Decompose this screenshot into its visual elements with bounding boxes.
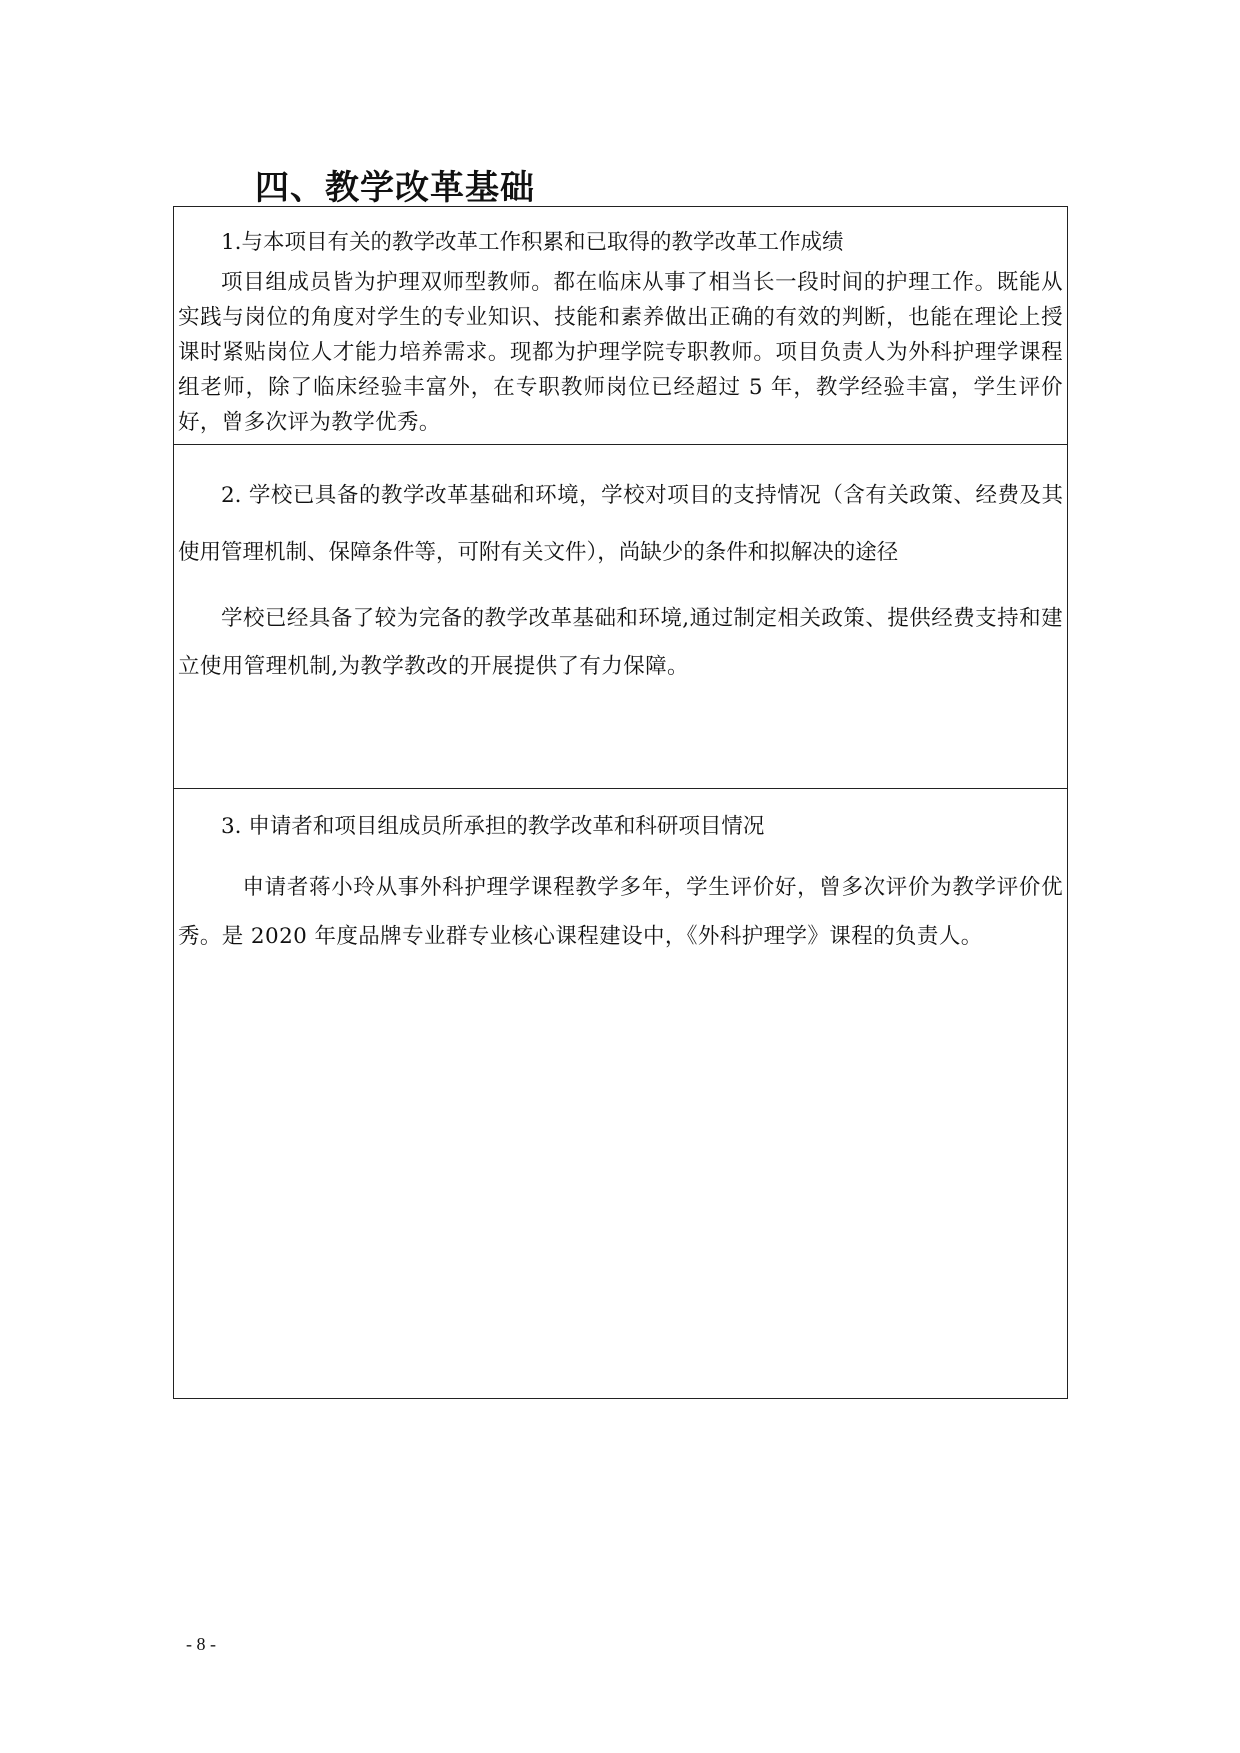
table-cell-item-2 <box>174 445 1067 789</box>
item-2-body: 学校已经具备了较为完备的教学改革基础和环境,通过制定相关政策、提供经费支持和建立使用管理机制,为教学教改的开展提供了有力保障。 <box>178 606 1063 679</box>
section-title: 四、教学改革基础 <box>255 168 535 208</box>
table-cell-item-3 <box>174 789 1067 1398</box>
page-number: - 8 - <box>186 1634 216 1654</box>
item-1-heading: 1.与本项目有关的教学改革工作积累和已取得的教学改革工作成绩 <box>221 230 844 255</box>
item-3-heading: 3. 申请者和项目组成员所承担的教学改革和科研项目情况 <box>221 814 765 839</box>
item-1-body: 项目组成员皆为护理双师型教师。都在临床从事了相当长一段时间的护理工作。既能从实践与岗位的角度对学生的专业知识、技能和素养做出正确的有效的判断，也能在理论上授课时紧贴岗位人才能力培养需求。现都为护理学院专职教师。项目负责人为外科护理学课程组老师，除了临床经验丰富外，在专职教师岗位已经超过 5 年，教学经验丰富，学生评价好，曾多次评为教学优秀。 <box>178 270 1063 435</box>
table-cell-item-1 <box>174 207 1067 445</box>
reform-foundation-table <box>173 206 1068 1399</box>
item-3-body: 申请者蒋小玲从事外科护理学课程教学多年，学生评价好，曾多次评价为教学评价优秀。是 2020 年度品牌专业群专业核心课程建设中，《外科护理学》课程的负责人。 <box>178 875 1063 949</box>
item-2-heading: 2. 学校已具备的教学改革基础和环境，学校对项目的支持情况（含有关政策、经费及其使用管理机制、保障条件等，可附有关文件），尚缺少的条件和拟解决的途径 <box>178 483 1063 565</box>
